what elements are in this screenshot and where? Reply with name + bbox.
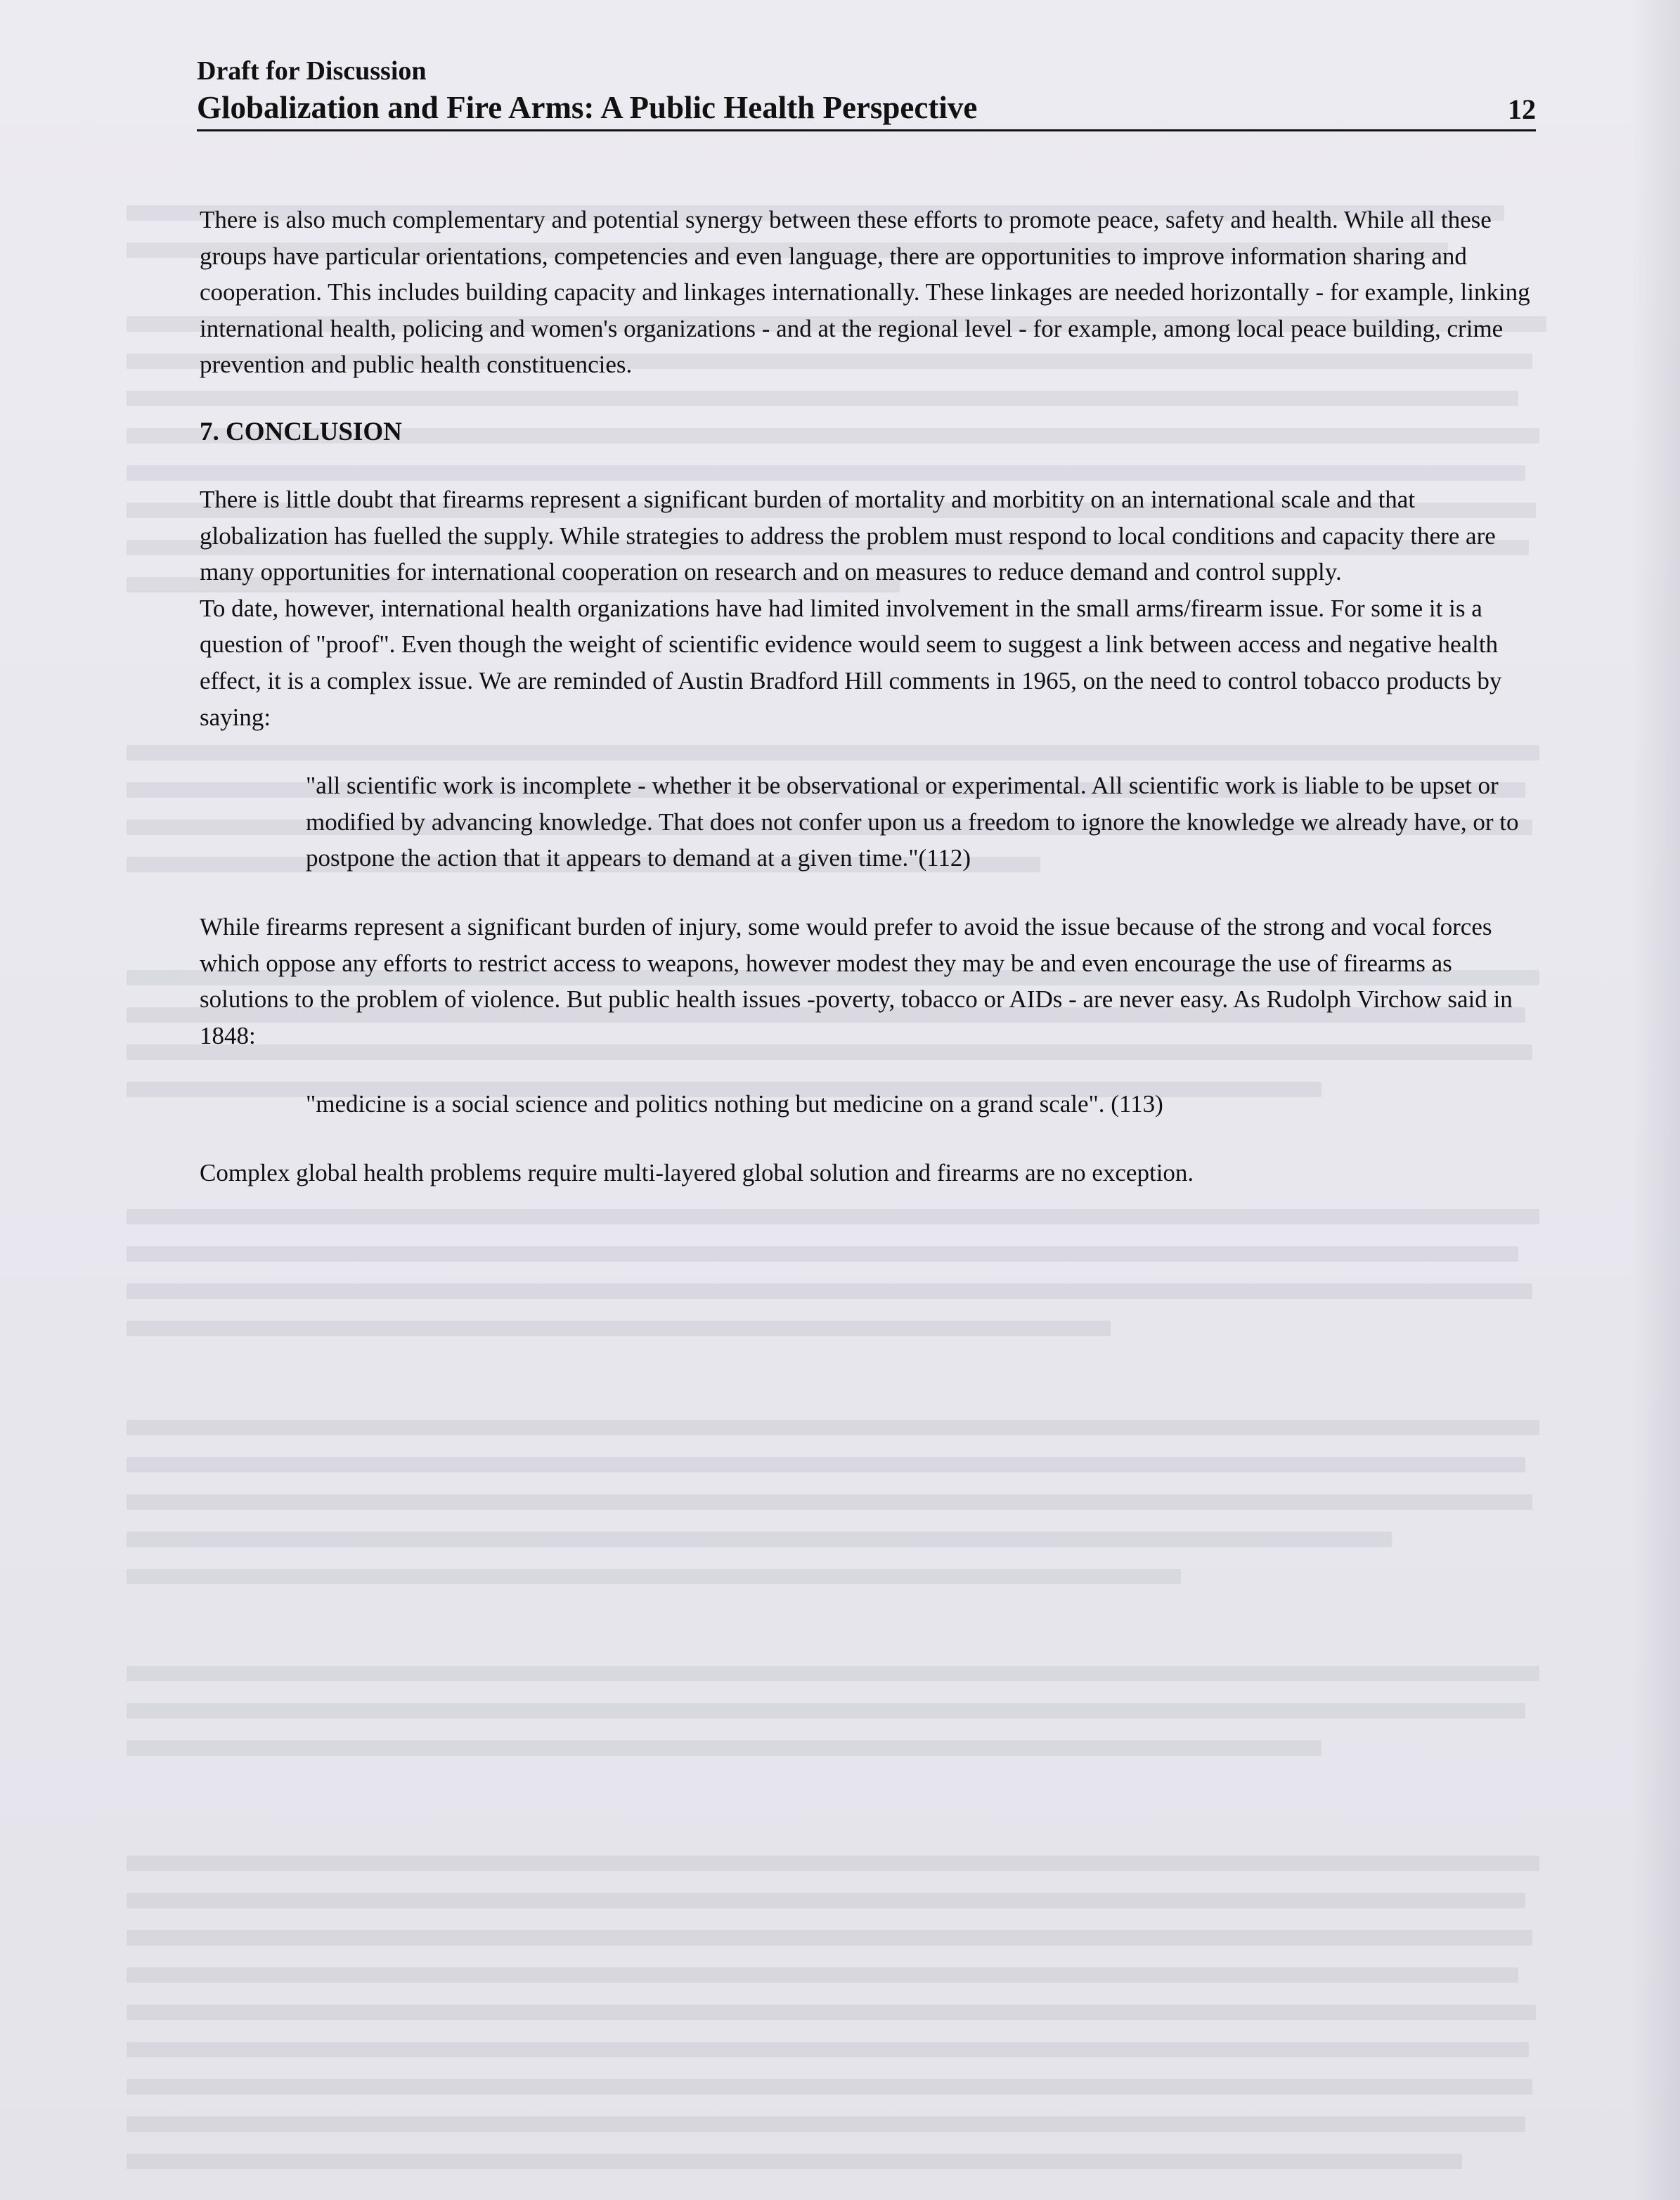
page-edge-shadow	[1631, 0, 1680, 2200]
conclusion-paragraph-1: There is little doubt that firearms represent a significant burden of mortality and morbitity on an international scale and that globalization has fuelled the supply. While strategies to address the problem must respond to local conditions and capacity there are many opportunities for international cooperation on research and on measures to reduce demand and control supply.	[200, 485, 1496, 586]
document-body	[200, 202, 1537, 1191]
quote-hill: "all scientific work is incomplete - whether it be observational or experimental. All scientific work is liable to be upset or modified by advancing knowledge. That does not confer upon us a freedom to ignore the knowledge we already have, or to postpone the action that it appears to demand at a given time."(112)	[306, 772, 1519, 872]
page-header	[197, 55, 1536, 131]
quote-virchow: "medicine is a social science and politics nothing but medicine on a grand scale". (113)	[306, 1090, 1163, 1118]
section-heading: 7. CONCLUSION	[200, 417, 402, 446]
conclusion-paragraph-2: To date, however, international health organizations have had limited involvement in the small arms/firearm issue. For some it is a question of "proof". Even though the weight of scientific evidence would seem to suggest a link between access and negative health effect, it is a complex issue. We are reminded of Austin Bradford Hill comments in 1965, on the need to control tobacco products by saying:	[200, 594, 1502, 731]
closing-paragraph: Complex global health problems require multi-layered global solution and firearms are no exception.	[200, 1158, 1194, 1186]
page-number: 12	[1508, 93, 1536, 125]
document-title: Globalization and Fire Arms: A Public Health Perspective	[197, 90, 978, 125]
draft-label: Draft for Discussion	[197, 56, 427, 86]
conclusion-paragraph-3: While firearms represent a significant burden of injury, some would prefer to avoid the issue because of the strong and vocal forces which oppose any efforts to restrict access to weapons, however modest they may be and even encourage the use of firearms as solutions to the problem of violence. But public health issues -poverty, tobacco or AIDs - are never easy. As Rudolph Virchow said in 1848:	[200, 912, 1513, 1049]
intro-paragraph: There is also much complementary and potential synergy between these efforts to promote peace, safety and health. While all these groups have particular orientations, competencies and even language, there are opportunities to improve information sharing and cooperation. This includes building capacity and linkages internationally. These linkages are needed horizontally - for example, linking international health, policing and women's organizations - and at the regional level - for example, among local peace building, crime prevention and public health constituencies.	[200, 206, 1530, 379]
title-row	[197, 87, 1536, 131]
